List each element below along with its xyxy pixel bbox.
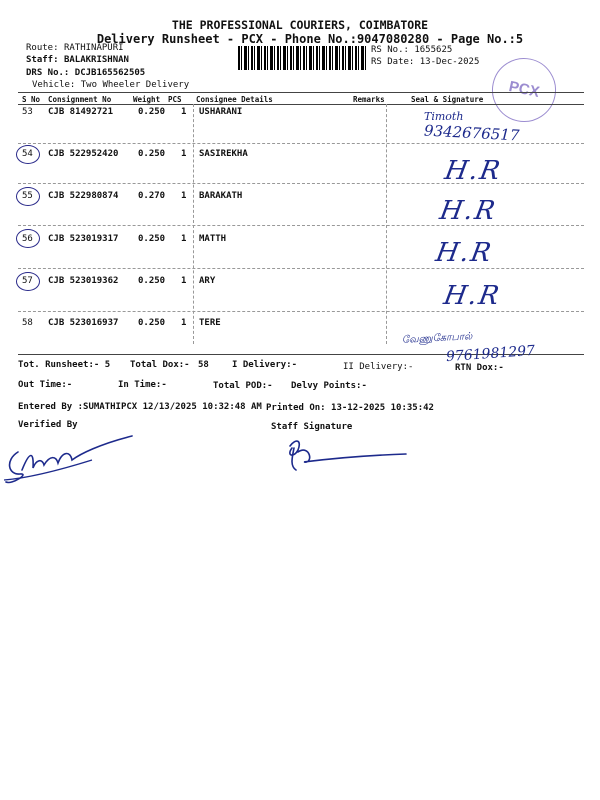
row-57-handwritten-signature: H.R [441,281,504,311]
verifier-signature [0,430,150,500]
total-dox-value: 58 [198,360,209,370]
row-57-weight: 0.250 [138,276,166,286]
row-56-consignment: CJB 523019317 [48,234,119,244]
row-58-weight: 0.250 [138,318,166,328]
row-56-sno: 56 [22,234,33,244]
tot-runsheet: Tot. Runsheet:- 5 [18,360,111,370]
row-58-consignment: CJB 523016937 [48,318,119,328]
drs-value: DCJB165562505 [74,68,146,78]
row-53-sno: 53 [22,107,33,117]
row-55-handwritten-signature: H.R [437,196,500,226]
entered-by: Entered By :SUMATHIPCX 12/13/2025 10:32:48 AM [18,402,262,412]
col-seal-signature: Seal & Signature [411,95,484,104]
col-consignee: Consignee Details [196,95,273,104]
row-57-sno: 57 [22,276,33,286]
row-56-handwritten-signature: H.R [433,238,496,268]
drs-line [26,68,145,78]
row-56-weight: 0.250 [138,234,166,244]
i-delivery: I Delivery:- [232,360,298,370]
total-pod: Total POD:- [213,381,273,391]
col-remarks: Remarks [353,95,385,104]
route-label: Route: [26,43,59,53]
row-55-sno: 55 [22,191,33,201]
row-58-handwritten-name: வேணுகோபால் [401,331,473,346]
rs-number: RS No.: 1655625 [371,45,453,55]
staff-signature-label: Staff Signature [271,422,353,432]
rtn-dox: RTN Dox:- [455,363,504,373]
route-line [26,43,124,53]
row-53-consignment: CJB 81492721 [48,107,114,117]
col-consignment: Consignment No [48,95,112,104]
row-58-sno: 58 [22,318,33,328]
verified-by-label: Verified By [18,420,78,430]
row-56-consignee: MATTH [199,234,227,244]
pcx-stamp: PCX [486,52,562,128]
row-53-weight: 0.250 [138,107,166,117]
out-time: Out Time:- [18,380,73,390]
row-54-handwritten-signature: H.R [442,156,505,186]
barcode [238,46,368,70]
vehicle-line: Vehicle: Two Wheeler Delivery [32,80,190,90]
total-dox-label: Total Dox:- [130,360,190,370]
row-57-consignment: CJB 523019362 [48,276,119,286]
row-54-consignee: SASIREKHA [199,149,248,159]
col-pcs: PCS [168,95,182,104]
staff-signature [280,436,420,476]
row-58-pcs: 1 [181,318,187,328]
staff-value: BALAKRISHNAN [63,55,129,65]
row-53-pcs: 1 [181,107,187,117]
row-54-sno: 54 [22,149,33,159]
staff-line [26,55,129,65]
in-time: In Time:- [118,380,167,390]
col-weight: Weight [133,95,161,104]
row-55-consignee: BARAKATH [199,191,243,201]
row-54-weight: 0.250 [138,149,166,159]
rs-date: RS Date: 13-Dec-2025 [371,57,480,67]
row-54-pcs: 1 [181,149,187,159]
col-sno: S No [22,95,41,104]
row-56-pcs: 1 [181,234,187,244]
printed-on: Printed On: 13-12-2025 10:35:42 [266,403,434,413]
drs-label: DRS No.: [26,68,70,78]
row-55-pcs: 1 [181,191,187,201]
row-58-handwritten-phone: 9761981297 [445,342,536,366]
row-57-consignee: ARY [199,276,216,286]
row-53-handwritten-phone: 9342676517 [423,121,520,145]
row-53-handwritten-name: Timoth [424,110,464,123]
row-53-consignee: USHARANI [199,107,243,117]
route-value: RATHINAPURI [63,43,124,53]
runsheet-subtitle: Delivery Runsheet - PCX - Phone No.:9047080280 - Page No.:5 [96,32,524,46]
delvy-points: Delvy Points:- [291,381,367,391]
ii-delivery: II Delivery:- [343,362,414,372]
row-55-consignment: CJB 522980874 [48,191,119,201]
row-54-consignment: CJB 522952420 [48,149,119,159]
company-title: THE PROFESSIONAL COURIERS, COIMBATORE [171,18,429,32]
row-55-weight: 0.270 [138,191,166,201]
row-58-consignee: TERE [199,318,221,328]
row-57-pcs: 1 [181,276,187,286]
staff-label: Staff: [26,55,59,65]
